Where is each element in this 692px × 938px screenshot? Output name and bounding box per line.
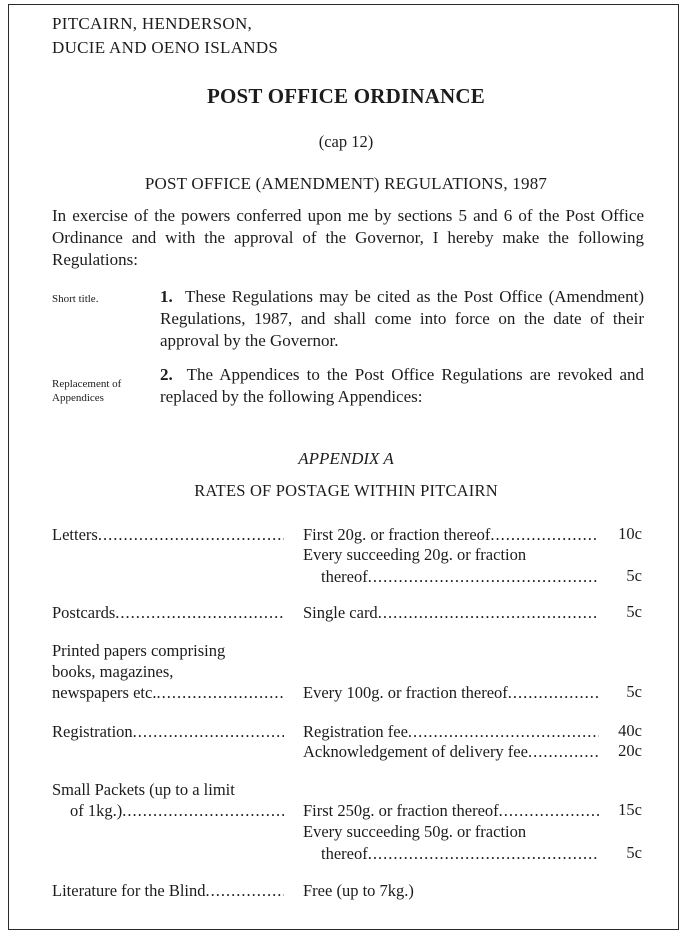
- section-text: These Regulations may be cited as the Post Office (Amendment) Regulations, 1987, and shall come into force on the date of their approval by the Governor.: [160, 287, 644, 350]
- rate-description: Single card .....: [303, 602, 599, 623]
- rate-description: thereof .....: [303, 843, 599, 864]
- rate-description: thereof .....: [303, 566, 599, 587]
- rate-category: newspapers etc. .....: [52, 682, 284, 703]
- rate-category: Letters .....: [52, 524, 284, 545]
- rate-amount: 5c: [626, 682, 642, 701]
- document-title: POST OFFICE ORDINANCE: [206, 84, 485, 108]
- appendix-title: APPENDIX A: [298, 449, 394, 468]
- rate-category: of 1kg.) .....: [52, 800, 284, 821]
- rate-description: Every 100g. or fraction thereof .....: [303, 682, 599, 703]
- rate-description: Every succeeding 20g. or fraction: [303, 545, 527, 564]
- rate-description: First 250g. or fraction thereof .....: [303, 800, 599, 821]
- chapter-reference: (cap 12): [318, 132, 374, 151]
- appendix-subtitle: RATES OF POSTAGE WITHIN PITCAIRN: [194, 481, 498, 500]
- rate-category: Postcards .....: [52, 602, 284, 623]
- rate-amount: 10c: [618, 524, 642, 543]
- rate-description: Free (up to 7kg.): [303, 881, 414, 900]
- rate-category: Printed papers comprising: [52, 641, 226, 660]
- rate-amount: 15c: [618, 800, 642, 819]
- jurisdiction-header: [52, 12, 278, 60]
- rate-category: Literature for the Blind .....: [52, 880, 284, 901]
- header-line-2: DUCIE AND OENO ISLANDS: [52, 38, 279, 57]
- margin-note-short-title: Short title.: [52, 293, 99, 305]
- rate-description: Every succeeding 50g. or fraction: [303, 822, 527, 841]
- header-line-1: PITCAIRN, HENDERSON,: [52, 14, 253, 33]
- rate-description: Registration fee .....: [303, 721, 599, 742]
- section-number: 2.: [160, 365, 173, 384]
- section-2: [160, 364, 644, 408]
- regulations-title: POST OFFICE (AMENDMENT) REGULATIONS, 1987: [144, 174, 548, 193]
- rate-amount: 5c: [626, 566, 642, 585]
- rate-amount: 20c: [618, 741, 642, 760]
- rate-amount: 40c: [618, 721, 642, 740]
- rate-amount: 5c: [626, 843, 642, 862]
- rate-category: books, magazines,: [52, 662, 174, 681]
- rate-description: First 20g. or fraction thereof .....: [303, 524, 599, 545]
- rate-description: Acknowledgement of delivery fee .....: [303, 741, 599, 762]
- rate-amount: 5c: [626, 602, 642, 621]
- rate-category: Small Packets (up to a limit: [52, 780, 235, 799]
- section-text: The Appendices to the Post Office Regulations are revoked and replaced by the following Appendices:: [160, 365, 644, 406]
- section-number: 1.: [160, 287, 173, 306]
- preamble: In exercise of the powers conferred upon me by sections 5 and 6 of the Post Office Ordinance and with the approval of the Governor, I hereby make the following Regulations:: [52, 206, 644, 269]
- rate-category: Registration .....: [52, 721, 284, 742]
- section-1: [160, 286, 644, 352]
- margin-note-replacement: Replacement of Appendices: [52, 378, 122, 404]
